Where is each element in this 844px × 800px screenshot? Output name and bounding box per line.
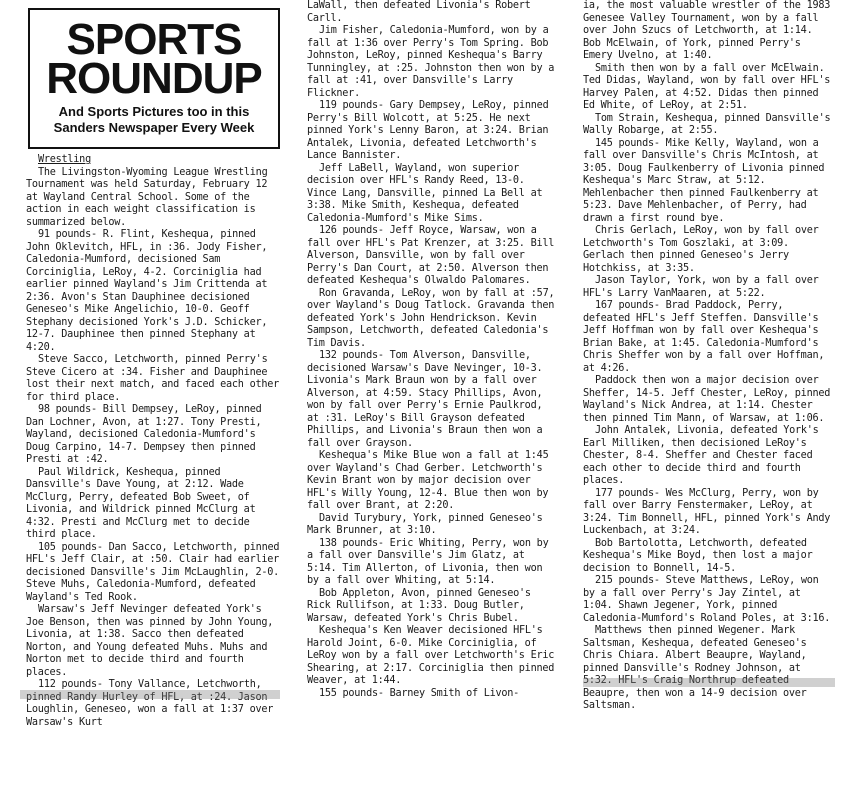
logo-subtitle bbox=[30, 104, 278, 136]
article-column-2 bbox=[307, 0, 557, 800]
section-label: Wrestling bbox=[38, 154, 91, 165]
article-paragraph: Matthews then pinned Wegener. Mark Saltsman, Keshequa, defeated Geneseo's Chris Chiara. Albert Beaupre, Wayland, pinned Dansville's Rodney Johnson, at 5:32. HFL's Craig Northrup defeated Beaupre, then won a 14-9 decision over Saltsman. bbox=[583, 625, 807, 711]
article-paragraph: Ron Gravanda, LeRoy, won by fall at :57, over Wayland's Doug Tatlock. Gravanda then defeated York's John Hendrickson. Kevin Sampson, Letchworth, defeated Caledonia's Tim Davis. bbox=[307, 287, 555, 349]
article-paragraph: John Antalek, Livonia, defeated York's Earl Milliken, then decisioned LeRoy's Chester, 8-4. Sheffer and Chester faced each other to decide third and fourth places. bbox=[583, 425, 819, 486]
article-paragraph: Steve Sacco, Letchworth, pinned Perry's Steve Cicero at :34. Fisher and Dauphinee lost their next match, and faced each other for third place. bbox=[26, 354, 279, 403]
article-paragraph: 155 pounds- Barney Smith of Livon- bbox=[319, 687, 520, 699]
article-paragraph: 98 pounds- Bill Dempsey, LeRoy, pinned Dan Lochner, Avon, at 1:27. Tony Presti, Wayland, decisioned Caledonia-Mumford's Doug Carpino, 14-7. Dempsey then pinned Presti at :42. bbox=[26, 404, 262, 465]
article-paragraph: 138 pounds- Eric Whiting, Perry, won by a fall over Dansville's Jim Glatz, at 5:14. Tim Allerton, of Livonia, then won by a fall over Whiting, at 5:14. bbox=[307, 537, 549, 586]
article-paragraph: Bob Bartolotta, Letchworth, defeated Keshequa's Mike Boyd, then lost a major decision to Bonnell, 14-5. bbox=[583, 537, 813, 574]
article-paragraph: Paul Wildrick, Keshequa, pinned Dansville's Dave Young, at 2:12. Wade McClurg, Perry, defeated Bob Sweet, of Livonia, and Wildrick pinned McClurg at 4:32. Presti and McClurg met to decide third place. bbox=[26, 466, 256, 540]
article-paragraph: Chris Gerlach, LeRoy, won by fall over Letchworth's Tom Goszlaki, at 3:09. Gerlach then pinned Geneseo's Jerry Hotchkiss, at 3:35. bbox=[583, 225, 819, 274]
sports-roundup-logo bbox=[28, 8, 280, 149]
article-paragraph: Jason Taylor, York, won by a fall over HFL's Larry VanMaaren, at 5:22. bbox=[583, 275, 819, 299]
article-paragraph: 177 pounds- Wes McClurg, Perry, won by fall over Barry Fenstermaker, LeRoy, at 3:24. Tim Bonnell, HFL, pinned York's Andy Luckenbach, at 3:24. bbox=[583, 487, 831, 536]
article-paragraph: 105 pounds- Dan Sacco, Letchworth, pinned HFL's Jeff Clair, at :50. Clair had earlier decisioned Dansville's Jim McLaughlin, 2-0. Steve Muhs, Caledonia-Mumford, defeated Wayland's Ted Rook. bbox=[26, 541, 280, 603]
article-paragraph: Tom Strain, Keshequa, pinned Dansville's Wally Robarge, at 2:55. bbox=[583, 112, 831, 136]
logo-title-line2: ROUNDUP bbox=[46, 54, 262, 103]
logo-subtitle-line1: And Sports Pictures too in this bbox=[58, 104, 250, 119]
article-paragraph: Paddock then won a major decision over Sheffer, 14-5. Jeff Chester, LeRoy, pinned Wayland's Nick Andrea, at 1:14. Chester then pinned Tim Mann, of Warsaw, at 1:06. bbox=[583, 375, 831, 424]
article-paragraph: 132 pounds- Tom Alverson, Dansville, decisioned Warsaw's Dave Nevinger, 10-3. Livonia's Mark Braun won by a fall over Alverson, at 4:59. Stacy Phillips, Avon, won by fall over Perry's Ernie Paulkrod, at :31. LeRoy's Bill Grayson defeated Phillips, and Livonia's Braun then won a fall over Grayson. bbox=[307, 350, 543, 449]
article-paragraph: Warsaw's Jeff Nevinger defeated York's Joe Benson, then was pinned by John Young, Livonia, at 1:38. Sacco then defeated Norton, and Young defeated Muhs. Muhs and Norton met to decide third and fourth places. bbox=[26, 604, 274, 678]
logo-title bbox=[30, 15, 278, 103]
article-paragraph: Keshequa's Mike Blue won a fall at 1:45 over Wayland's Chad Gerber. Letchworth's Kevin Brant won by major decision over HFL's Willy Young, 12-4. Blue then won by fall over Brant, at 2:20. bbox=[307, 450, 549, 511]
article-paragraph: LaWall, then defeated Livonia's Robert Carll. bbox=[307, 0, 531, 24]
article-paragraph: 145 pounds- Mike Kelly, Wayland, won a fall over Dansville's Chris McIntosh, at 3:05. Doug Faulkenberry of Livonia pinned Keshequa's Marc Straw, at 5:12. Mehlenbacher then pinned Faulkenberry at 5:23. Dave Mehlenbacher, of Perry, had drawn a first round bye. bbox=[583, 137, 825, 224]
article-paragraph: Bob Appleton, Avon, pinned Geneseo's Rick Rullifson, at 1:33. Doug Butler, Warsaw, defeated York's Chris Bubel. bbox=[307, 587, 531, 624]
article-paragraph: Jim Fisher, Caledonia-Mumford, won by a fall at 1:36 over Perry's Tom Spring. Bob Johnston, LeRoy, pinned Keshequa's Barry Tunningley, at :25. Johnston then won by a fall at :41, over Dansville's Larry Flickner. bbox=[307, 25, 555, 99]
logo-subtitle-line2: Sanders Newspaper Every Week bbox=[53, 120, 255, 135]
article-paragraph: 167 pounds- Brad Paddock, Perry, defeated HFL's Jeff Steffen. Dansville's Jeff Hoffman won by fall over Keshequa's Brian Bake, at 1:45. Caledonia-Mumford's Chris Sheffer won by a fall over Hoffman, at 4:26. bbox=[583, 300, 825, 374]
article-paragraph: The Livingston-Wyoming League Wrestling Tournament was held Saturday, February 12 at Wayland Central School. Some of the action in each weight classification is summarized below. bbox=[26, 166, 268, 228]
scan-smudge bbox=[20, 690, 280, 699]
article-paragraph: 126 pounds- Jeff Royce, Warsaw, won a fall over HFL's Pat Krenzer, at 3:25. Bill Alverson, Dansville, won by fall over Perry's Dan Court, at 2:50. Alverson then defeated Keshequa's Olwaldo Palomares. bbox=[307, 225, 555, 286]
article-paragraph: 119 pounds- Gary Dempsey, LeRoy, pinned Perry's Bill Wolcott, at 5:25. He next pinned York's Lenny Baron, at 3:24. Brian Antalek, Livonia, defeated Letchworth's Lance Bannister. bbox=[307, 100, 549, 161]
article-paragraph: 215 pounds- Steve Matthews, LeRoy, won by a fall over Perry's Jay Zintel, at 1:04. Shawn Jegener, York, pinned Caledonia-Mumford's Roland Poles, at 3:16. bbox=[583, 575, 831, 624]
logo-title-line1: SPORTS bbox=[66, 15, 242, 64]
article-paragraph: 112 pounds- Tony Vallance, Letchworth, pinned Randy Hurley of HFL, at :24. Jason Loughlin, Geneseo, won a fall at 1:37 over Warsaw's Kurt bbox=[26, 679, 274, 728]
article-paragraph: ia, the most valuable wrestler of the 1983 Genesee Valley Tournament, won by a fall over John Szucs of Letchworth, at 1:14. Bob McElwain, of York, pinned Perry's Emery Uvelno, at 1:40. bbox=[583, 0, 831, 61]
article-paragraph: Smith then won by a fall over McElwain. Ted Didas, Wayland, won by fall over HFL's Harvey Palen, at 4:52. Didas then pinned Ed White, of LeRoy, at 2:51. bbox=[583, 62, 831, 111]
article-paragraph: David Turybury, York, pinned Geneseo's Mark Brunner, at 3:10. bbox=[307, 512, 543, 536]
article-column-1 bbox=[26, 154, 284, 800]
article-paragraph: Jeff LaBell, Wayland, won superior decision over HFL's Randy Reed, 13-0. Vince Lang, Dansville, pinned La Bell at 3:38. Mike Smith, Keshequa, defeated Caledonia-Mumford's Mike Sims. bbox=[307, 162, 543, 224]
article-paragraph: Keshequa's Ken Weaver decisioned HFL's Harold Joint, 6-0. Mike Corciniglia, of LeRoy won by a fall over Letchworth's Eric Shearing, at 2:17. Corciniglia then pinned Weaver, at 1:44. bbox=[307, 625, 555, 686]
article-paragraph: 91 pounds- R. Flint, Keshequa, pinned John Oklevitch, HFL, in :36. Jody Fisher, Caledonia-Mumford, decisioned Sam Corciniglia, LeRoy, 4-2. Corciniglia had earlier pinned Wayland's Jim Crittenda at 2:36. Avon's Stan Dauphinee decisioned Geneseo's Mike Angelichio, 10-0. Geoff Stephany decisioned York's J.D. Schicker, 12-7. Dauphinee then pinned Stephany at 4:20. bbox=[26, 229, 268, 353]
scan-smudge bbox=[583, 678, 835, 687]
